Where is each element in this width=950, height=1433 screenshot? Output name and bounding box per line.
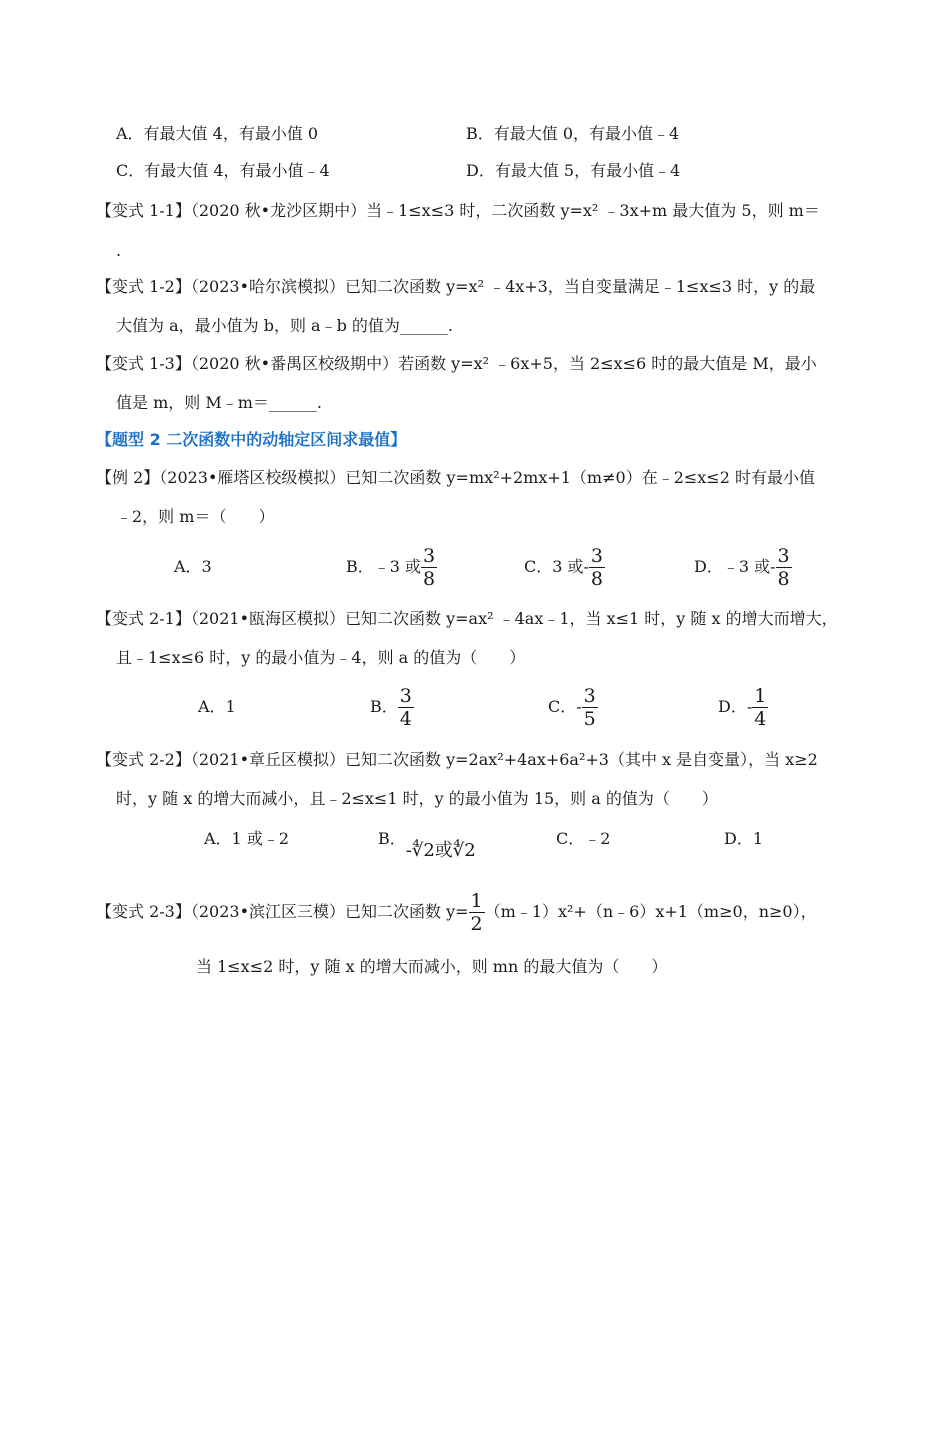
- suffix: （m﹣1）x²+（n﹣6）x+1（m≥0，n≥0），: [484, 902, 817, 921]
- example-2-line2: ﹣2，则 m＝（ ）: [116, 507, 275, 526]
- denominator: 4: [399, 708, 412, 730]
- option-prefix: B．: [370, 697, 398, 716]
- variant-2-2-option-b: [378, 827, 476, 861]
- variant-2-1-option-b: [370, 685, 414, 729]
- variant-2-1-line2: 且﹣1≤x≤6 时，y 的最小值为﹣4，则 a 的值为（ ）: [116, 648, 526, 667]
- option-prefix: D．﹣3 或-: [694, 557, 776, 576]
- fraction: [469, 891, 485, 934]
- section-title-type2: 【题型 2 二次函数中的动轴定区间求最值】: [96, 430, 407, 449]
- option-prefix: B．: [378, 829, 406, 848]
- variant-1-2-line2: 大值为 a，最小值为 b，则 a﹣b 的值为______.: [116, 316, 453, 335]
- variant-1-2-line1: 【变式 1-2】（2023•哈尔滨模拟）已知二次函数 y=x² ﹣4x+3，当自变量满足﹣1≤x≤3 时，y 的最: [96, 277, 816, 296]
- variant-2-1-option-c: [548, 685, 598, 729]
- fraction: [421, 546, 437, 589]
- prefix: 【变式 2-3】（2023•滨江区三模）已知二次函数 y=: [96, 902, 469, 921]
- numerator: 3: [583, 685, 596, 707]
- denominator: 5: [583, 708, 596, 730]
- example-2-option-c: [524, 545, 605, 589]
- fraction: [752, 686, 768, 729]
- option-c: C．有最大值 4，有最小值﹣4: [116, 161, 330, 180]
- variant-2-2-option-d: D．1: [724, 829, 764, 848]
- numerator: 3: [590, 545, 604, 567]
- numerator: 3: [399, 685, 412, 707]
- numerator: 3: [423, 545, 436, 567]
- variant-2-1-option-a: A．1: [198, 697, 236, 716]
- denominator: 4: [754, 708, 767, 730]
- variant-1-3-line1: 【变式 1-3】（2020 秋•番禺区校级期中）若函数 y=x² ﹣6x+5，当 2≤x≤6 时的最大值是 M，最小: [96, 354, 817, 373]
- variant-2-1-option-d: [718, 685, 768, 729]
- numerator: 3: [777, 545, 790, 567]
- option-prefix: D．-: [718, 697, 753, 716]
- example-2-option-a: A．3: [174, 557, 212, 576]
- option-b: B．有最大值 0，有最小值﹣4: [466, 124, 680, 143]
- fraction: [582, 686, 598, 729]
- variant-1-1-line2: .: [116, 241, 122, 260]
- variant-2-1-line1: 【变式 2-1】（2021•瓯海区模拟）已知二次函数 y=ax² ﹣4ax﹣1，当 x≤1 时，y 随 x 的增大而增大，: [96, 609, 838, 628]
- fraction: [398, 686, 414, 729]
- example-2-option-d: [694, 545, 792, 589]
- root-expression: -∜2或∜2: [405, 840, 476, 861]
- denominator: 8: [423, 568, 436, 590]
- option-a: A．有最大值 4，有最小值 0: [116, 124, 319, 143]
- variant-1-3-line2: 值是 m，则 M﹣m＝______.: [116, 393, 322, 412]
- variant-2-2-option-a: A．1 或﹣2: [204, 829, 290, 848]
- variant-2-2-line2: 时，y 随 x 的增大而减小，且﹣2≤x≤1 时，y 的最小值为 15，则 a 的值为（ ）: [116, 789, 718, 808]
- option-prefix: B．﹣3 或: [346, 557, 422, 576]
- variant-2-3-line2: 当 1≤x≤2 时，y 随 x 的增大而减小，则 mn 的最大值为（ ）: [196, 957, 668, 976]
- numerator: 1: [470, 890, 483, 912]
- denominator: 8: [777, 568, 790, 590]
- denominator: 8: [590, 568, 604, 590]
- example-2-line1: 【例 2】（2023•雁塔区校级模拟）已知二次函数 y=mx²+2mx+1（m≠0）在﹣2≤x≤2 时有最小值: [96, 468, 815, 487]
- variant-2-2-line1: 【变式 2-2】（2021•章丘区模拟）已知二次函数 y=2ax²+4ax+6a²+3（其中 x 是自变量），当 x≥2: [96, 750, 818, 769]
- denominator: 2: [470, 913, 483, 935]
- fraction: [589, 546, 605, 589]
- example-2-option-b: [346, 545, 437, 589]
- option-prefix: C．-: [548, 697, 582, 716]
- variant-2-3-line1: [96, 890, 817, 934]
- fraction: [776, 546, 792, 589]
- variant-1-1-line1: 【变式 1-1】（2020 秋•龙沙区期中）当﹣1≤x≤3 时，二次函数 y=x² ﹣3x+m 最大值为 5，则 m＝: [96, 201, 820, 220]
- variant-2-2-option-c: C．﹣2: [556, 829, 611, 848]
- option-d: D．有最大值 5，有最小值﹣4: [466, 161, 681, 180]
- numerator: 1: [754, 685, 767, 707]
- option-prefix: C．3 或-: [524, 557, 589, 576]
